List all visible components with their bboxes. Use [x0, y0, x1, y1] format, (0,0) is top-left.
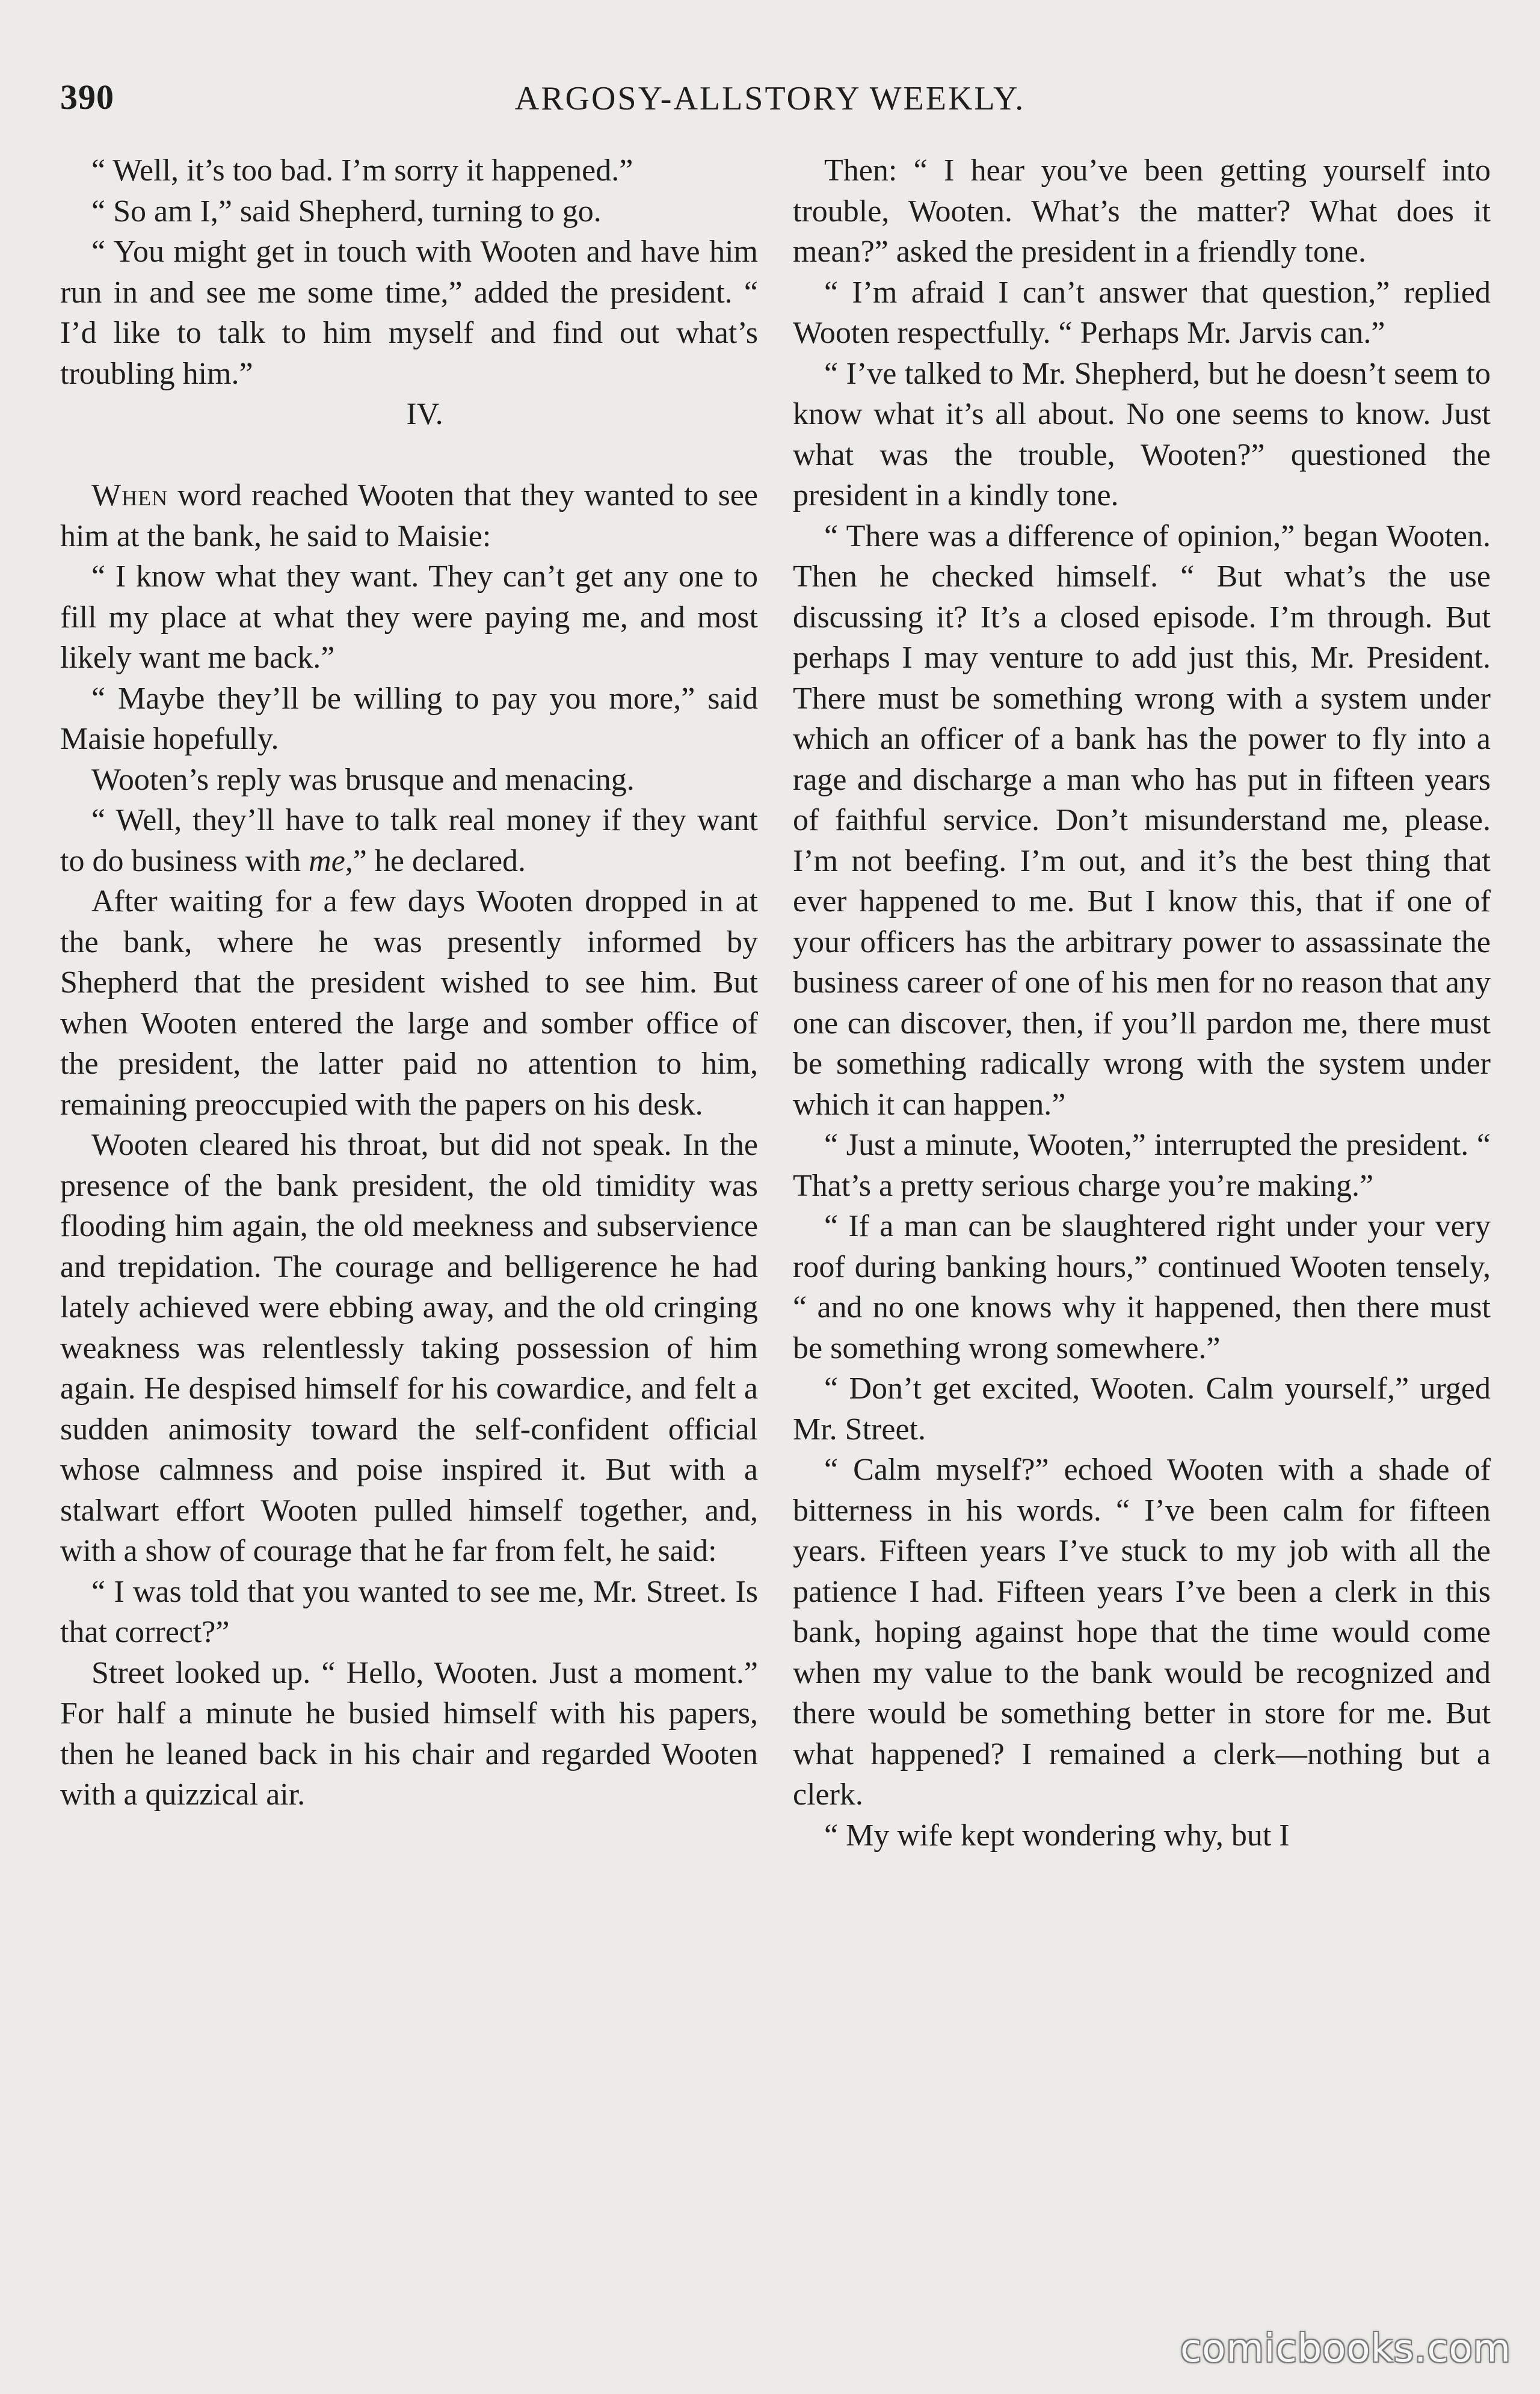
emphasis: me, [309, 843, 353, 878]
paragraph: “ So am I,” said Shepherd, turning to go. [91, 194, 602, 229]
watermark-logo: comicbooks.com [1180, 2327, 1511, 2371]
paragraph: After waiting for a few days Wooten dropped in at the bank, where he was presently informed by Shepherd that the president wished to see him. But when Wooten entered the large and somber office of the president, the latter paid no attention to him, remaining preoccupied with the papers on his desk. [60, 884, 758, 1122]
paragraph: “ If a man can be slaughtered right under your very roof during banking hours,” continued Wooten tensely, “ and no one knows why it happened, then there must be something wrong somewhere.” [793, 1209, 1491, 1365]
paragraph-text: ” he declared. [353, 843, 526, 878]
paragraph: “ I know what they want. They can’t get any one to fill my place at what they were paying me, and most likely want me back.” [60, 559, 758, 675]
paragraph-text: word reached Wooten that they wanted to see him at the bank, he said to Maisie: [60, 478, 758, 553]
paragraph: “ There was a difference of opinion,” began Wooten. Then he checked himself. “ But what’s the use discussing it? It’s a closed episode. I’m through. But perhaps I may venture to add just this, Mr. President. There must be something wrong with a system under which an officer of a bank has the power to fly into a rage and discharge a man who has put in fifteen years of faithful service. Don’t misunderstand me, please. I’m not beefing. I’m out, and it’s the best thing that ever happened to me. But I know this, that if one of your officers has the arbitrary power to assassinate the business career of one of his men for no reason that any one can discover, then, if you’ll pardon me, there must be something radically wrong with the system under which it can happen.” [793, 518, 1491, 1122]
running-head: ARGOSY-ALLSTORY WEEKLY. [514, 80, 1026, 117]
paragraph: “ Don’t get excited, Wooten. Calm yourself,” urged Mr. Street. [793, 1371, 1491, 1447]
paragraph: “ Calm myself?” echoed Wooten with a shade of bitterness in his words. “ I’ve been calm for fifteen years. Fifteen years I’ve stuck to my job with all the patience I had. Fifteen years I’ve been a clerk in this bank, hoping against hope that the time would come when my value to the bank would be recognized and there would be something better in store for me. But what happened? I remained a clerk—nothing but a clerk. [793, 1453, 1491, 1812]
paragraph: Wooten cleared his throat, but did not speak. In the presence of the bank president, the old timidity was flooding him again, the old meekness and subservience and trepidation. The courage and belligerence he had lately achieved were ebbing away, and the old cringing weakness was relentlessly taking possession of him again. He despised himself for his cowardice, and felt a sudden animosity toward the self-confident official whose calmness and poise inspired it. But with a stalwart effort Wooten pulled himself together, and, with a show of courage that he far from felt, he said: [60, 1128, 758, 1568]
paragraph [60, 800, 758, 881]
paragraph: Street looked up. “ Hello, Wooten. Just a moment.” For half a minute he busied himself with his papers, then he leaned back in his chair and regarded Wooten with a quizzical air. [60, 1655, 758, 1812]
paragraph: “ Well, it’s too bad. I’m sorry it happened.” [91, 153, 633, 188]
paragraph: “ I was told that you wanted to see me, Mr. Street. Is that correct?” [60, 1574, 758, 1649]
paragraph: “ Just a minute, Wooten,” interrupted the president. “ That’s a pretty serious charge you’re making.” [793, 1128, 1491, 1203]
paragraph: “ You might get in touch with Wooten and have him run in and see me some time,” added the president. “ I’d like to talk to him myself and find out what’s troubling him.” [60, 235, 758, 391]
paragraph [60, 475, 758, 556]
paragraph: Then: “ I hear you’ve been getting yourself into trouble, Wooten. What’s the matter? What does it mean?” asked the president in a friendly tone. [793, 153, 1491, 269]
paragraph-text: “ Well, they’ll have to talk real money if they want to do business with [60, 803, 758, 878]
right-column [793, 150, 1491, 1856]
paragraph: “ My wife kept wondering why, but I [824, 1818, 1290, 1853]
paragraph: “ I’ve talked to Mr. Shepherd, but he doesn’t seem to know what it’s all about. No one seems to know. Just what was the trouble, Wooten?” questioned the president in a kindly tone. [793, 356, 1491, 512]
paragraph: “ Maybe they’ll be willing to pay you more,” said Maisie hopefully. [60, 681, 758, 756]
paragraph: “ I’m afraid I can’t answer that question,” replied Wooten respectfully. “ Perhaps Mr. Jarvis can.” [793, 275, 1491, 350]
paragraph: Wooten’s reply was brusque and menacing. [91, 762, 635, 797]
left-column [60, 150, 758, 1815]
page-number: 390 [60, 78, 114, 117]
small-caps-lead: When [91, 478, 168, 512]
section-heading: IV. [406, 397, 443, 431]
